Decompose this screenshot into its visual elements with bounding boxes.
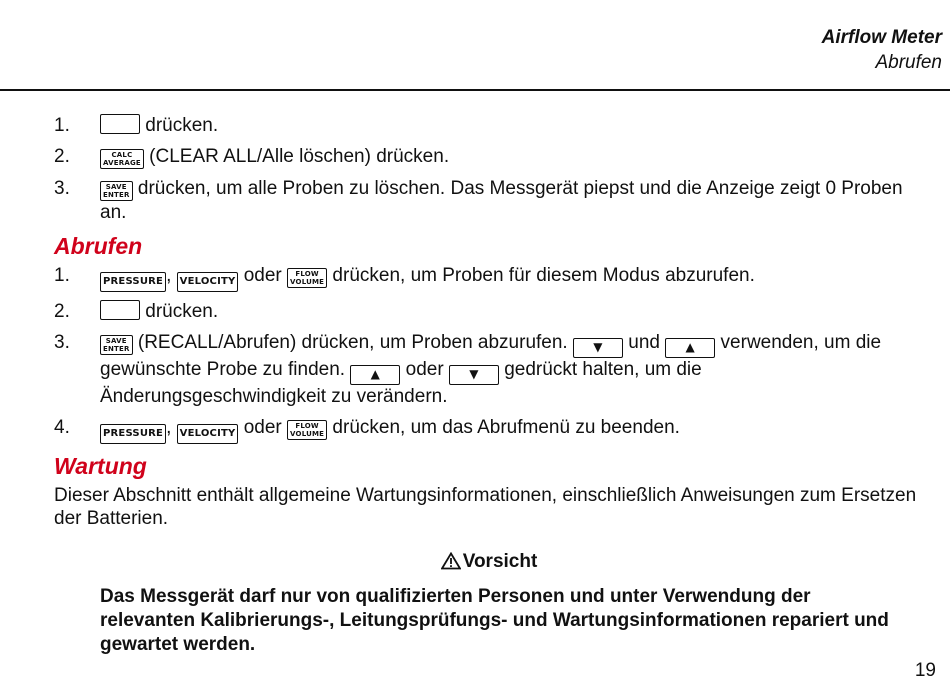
step-text: drücken, um alle Proben zu löschen. Das Messgerät piepst und die Anzeige zeigt 0 Proben an.: [100, 178, 903, 223]
step-number: 2.: [54, 146, 70, 167]
flow-volume-key-icon: FLOW VOLUME: [287, 268, 327, 288]
down-arrow-key-icon: ▼: [449, 365, 499, 385]
step-number: 4.: [54, 417, 70, 438]
recall-heading: Abrufen: [54, 233, 143, 259]
page-content: [54, 114, 924, 657]
save-enter-key-icon: SAVE ENTER: [100, 335, 133, 355]
velocity-key-icon: VELOCITY: [177, 272, 239, 292]
maintenance-intro: Dieser Abschnitt enthält allgemeine Wartungsinformationen, einschließlich Anweisungen zum Ersetzen der Batterien.: [54, 485, 917, 529]
up-arrow-key-icon: ▲: [665, 338, 715, 358]
step-text: (CLEAR ALL/Alle löschen) drücken.: [149, 146, 450, 167]
blank-key-icon: [100, 300, 140, 320]
header-rule: [0, 89, 950, 91]
clear-step-1: [54, 114, 924, 137]
maintenance-heading: Wartung: [54, 453, 147, 479]
page-number: 19: [914, 660, 936, 681]
clear-step-2: [54, 145, 924, 169]
header-title: Airflow Meter: [821, 27, 942, 48]
up-arrow-key-icon: ▲: [350, 365, 400, 385]
velocity-key-icon: VELOCITY: [177, 424, 239, 444]
save-enter-key-icon: SAVE ENTER: [100, 181, 133, 201]
step-text: drücken, um Proben für diesem Modus abzurufen.: [332, 265, 755, 286]
recall-step-2: [54, 300, 924, 323]
step-text: drücken.: [145, 301, 219, 322]
recall-step-1: 1. PRESSURE , VELOCITY oder FLOW VOLUME drücken, um Proben für diesem Modus abzurufen.: [54, 264, 924, 292]
down-arrow-key-icon: ▼: [573, 338, 623, 358]
step-number: 3.: [54, 178, 70, 199]
recall-step-3: 3. SAVE ENTER (RECALL/Abrufen) drücken, um Proben abzurufen. ▼ und ▲ verwenden, um die gewünschte Probe zu finden. ▲ oder ▼ gedrückt halten, um die Änderungsgeschwindigkeit zu verändern.: [54, 332, 882, 407]
step-number: 3.: [54, 332, 70, 353]
clear-step-3: [54, 177, 924, 224]
warning-triangle-icon: [441, 552, 461, 570]
recall-step-4: 4. PRESSURE , VELOCITY oder FLOW VOLUME drücken, um das Abrufmenü zu beenden.: [54, 416, 924, 444]
calc-average-key-icon: CALC AVERAGE: [100, 149, 144, 169]
flow-volume-key-icon: FLOW VOLUME: [287, 420, 327, 440]
step-text: drücken.: [145, 115, 219, 136]
caution-title: Vorsicht: [54, 550, 924, 573]
blank-key-icon: [100, 114, 140, 134]
caution-text: Das Messgerät darf nur von qualifizierten Personen und unter Verwendung der relevanten Kalibrierungs-, Leitungsprüfungs- und Wartungsinformationen repariert und gewartet werden.: [100, 586, 889, 655]
step-number: 2.: [54, 301, 70, 322]
pressure-key-icon: PRESSURE: [100, 272, 166, 292]
running-header: [822, 26, 942, 76]
header-subtitle: Abrufen: [875, 52, 942, 73]
step-text: drücken, um das Abrufmenü zu beenden.: [332, 417, 680, 438]
step-number: 1.: [54, 265, 70, 286]
pressure-key-icon: PRESSURE: [100, 424, 166, 444]
step-number: 1.: [54, 115, 70, 136]
